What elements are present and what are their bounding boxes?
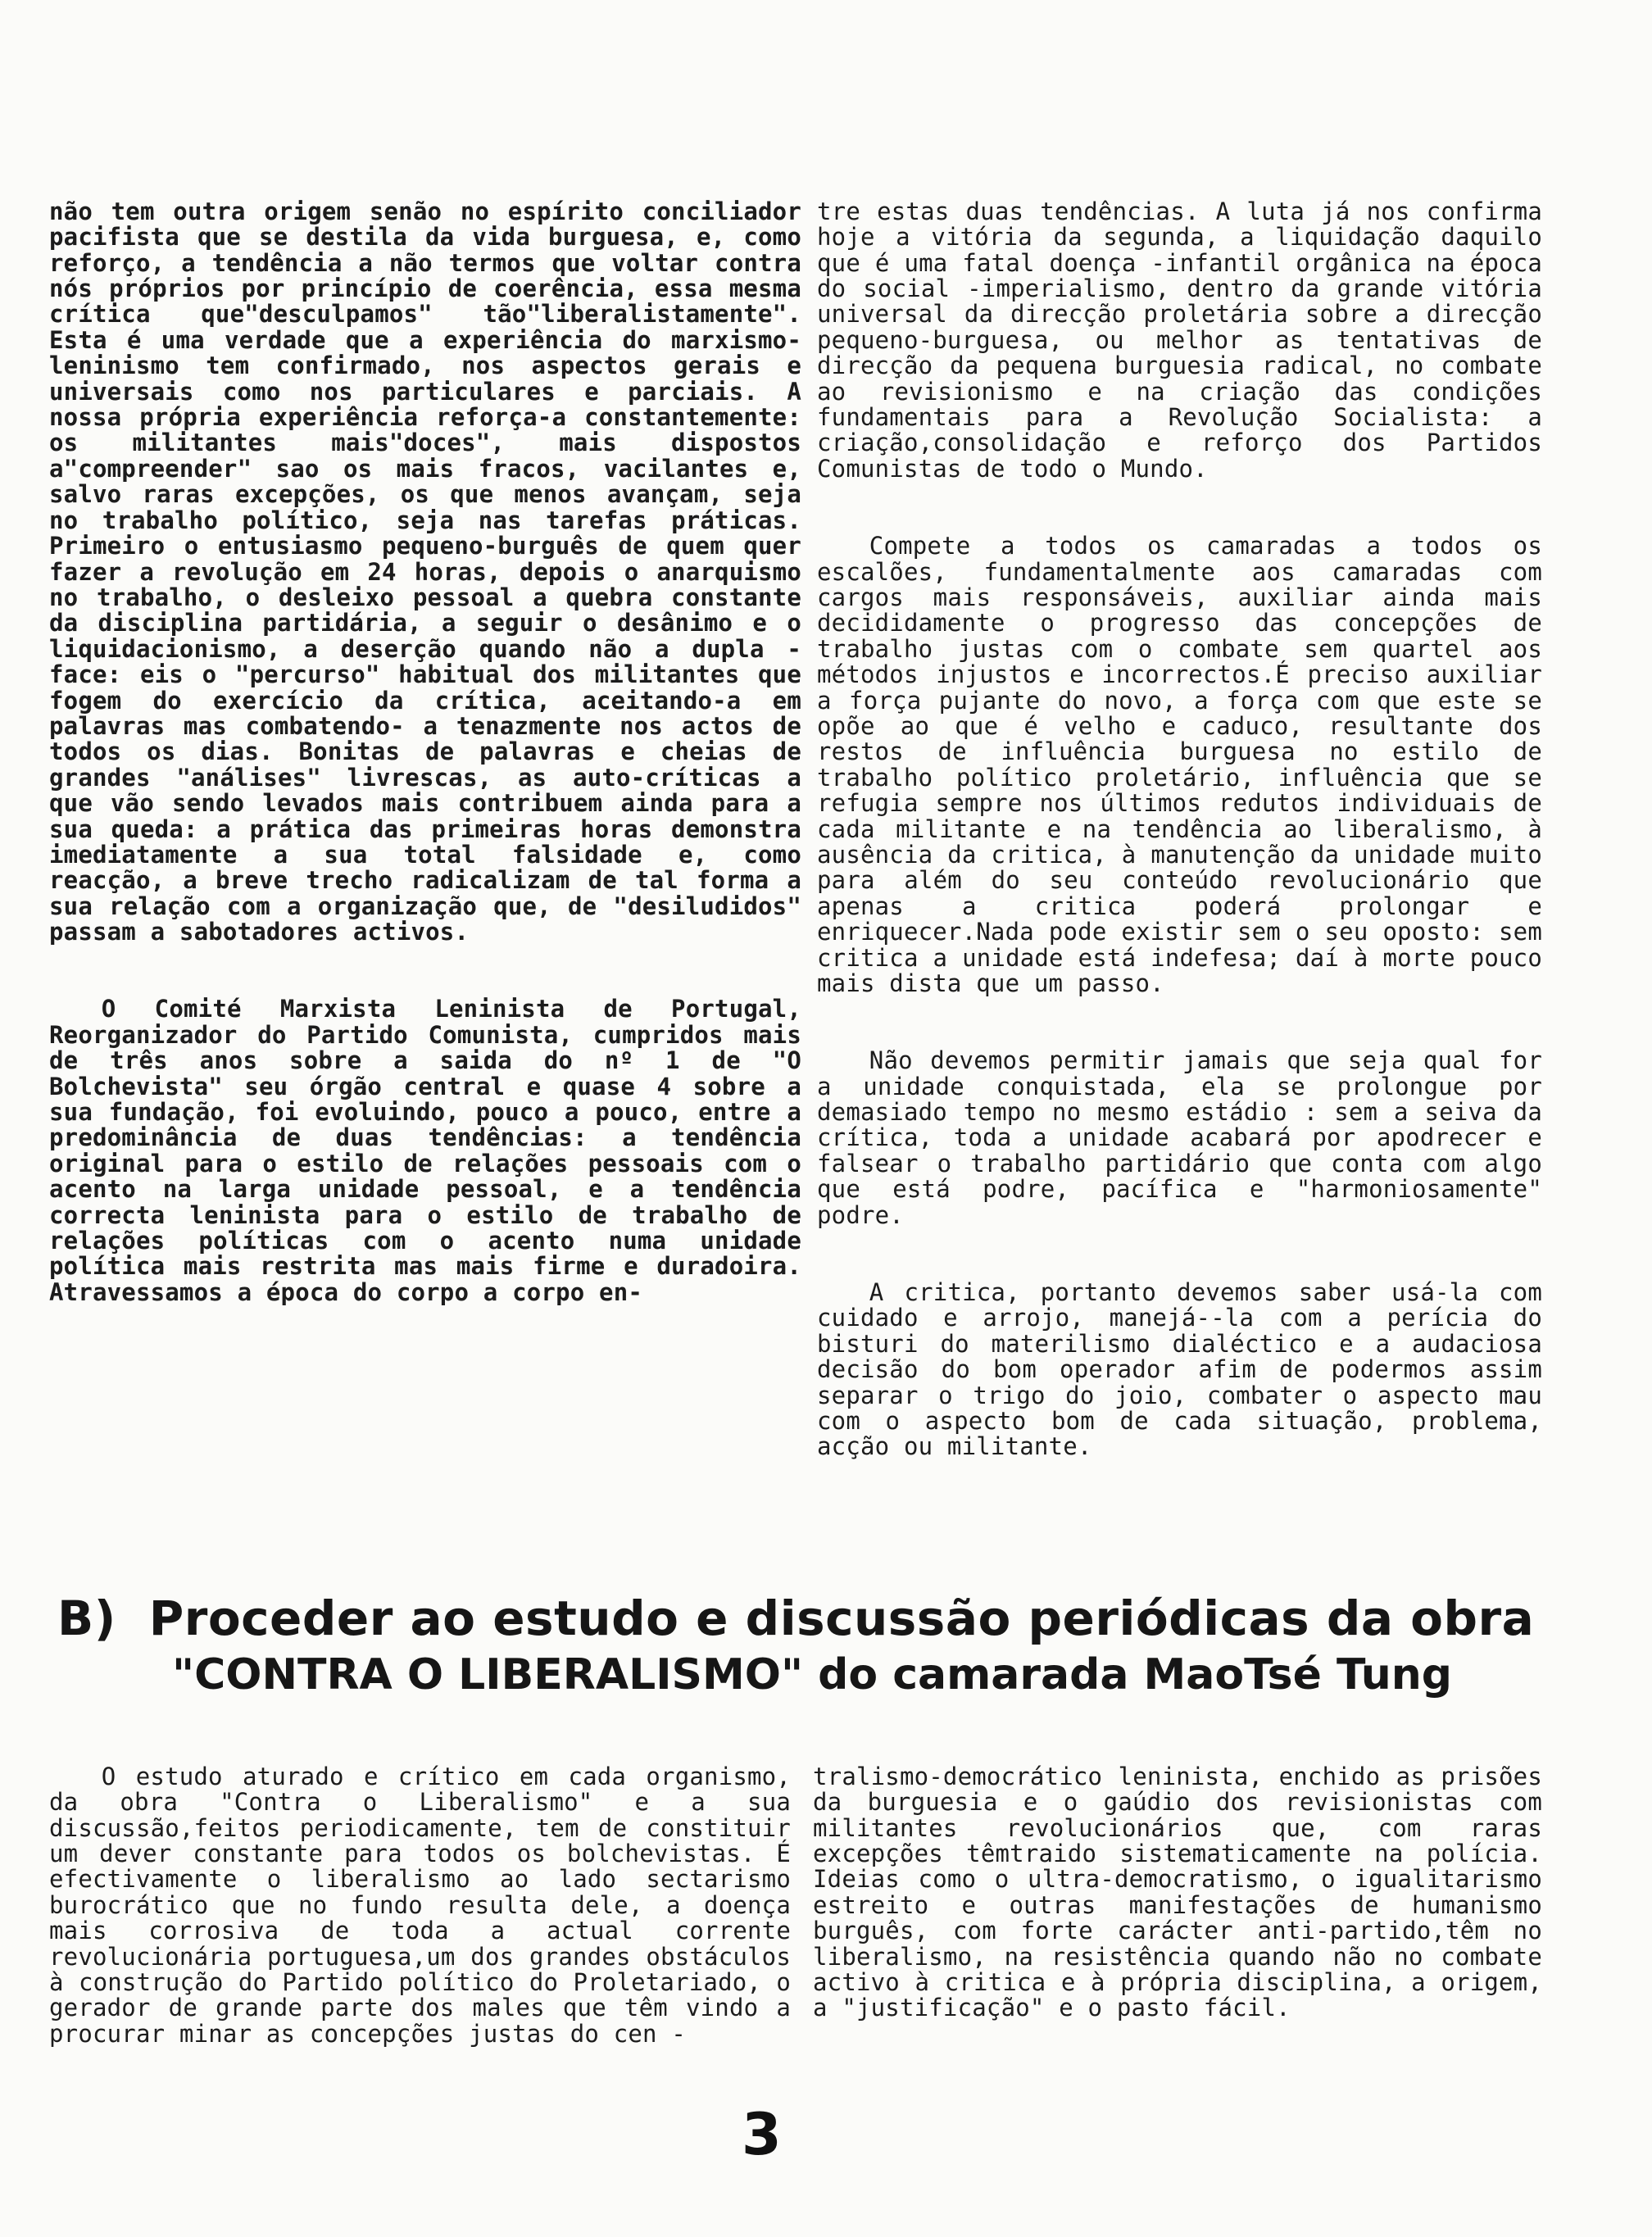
section-heading bbox=[57, 1590, 1557, 1703]
top-right-column bbox=[817, 147, 1557, 1486]
heading-line-1 bbox=[57, 1590, 1557, 1647]
paragraph: A critica, portanto devemos saber usá-la com cuidado e arrojo, manejá--la com a perícia do bisturi do materilismo dialéctico e a audaciosa decisão do bom operador afim de podermos assim separar o trigo do joio, combater o aspecto mau com o aspecto bom de cada situação, problema, acção ou militante. bbox=[817, 1277, 1557, 1461]
bottom-right-column bbox=[813, 1713, 1557, 2047]
heading-title: Proceder ao estudo e discussão periódicas da obra bbox=[148, 1590, 1535, 1646]
paragraph: tre estas duas tendências. A luta já nos confirma hoje a vitória da segunda, a liquidação daquilo que é uma fatal doença -infantil orgânica na época do social -imperialismo, dentro da grande vitória universal da direcção proletária sobre a direcção pequeno-burguesa, ou melhor as tentativas de direcção da pequena burguesia radical, no combate ao revisionismo e na criação das condições fundamentais para a Revolução Socialista: a criação,consolidação e reforço dos Partidos Comunistas de todo o Mundo. bbox=[817, 197, 1557, 483]
section-letter: B) bbox=[57, 1590, 116, 1646]
paragraph: Não devemos permitir jamais que seja qual for a unidade conquistada, ela se prolongue por demasiado tempo no mesmo estádio : sem a seiva da crítica, toda a unidade acabará por apodrecer e falsear o trabalho partidário que conta com algo que está podre, pacífica e "harmoniosamente" podre. bbox=[817, 1046, 1557, 1229]
paragraph: Compete a todos os camaradas a todos os escalões, fundamentalmente aos camaradas com cargos mais responsáveis, auxiliar ainda mais decididamente o progresso das concepções de trabalho justas com o combate sem quartel aos métodos injustos e incorrectos.É preciso auxiliar a força pujante do novo, a força com que este se opõe ao que é velho e caduco, resultante dos restos de influência burguesa no estilo de trabalho político proletário, influência que se refugia sempre nos últimos redutos individuais de cada militante e na tendência ao liberalismo, à ausência da critica, à manutenção da unidade muito para além do seu conteúdo revolucionário que apenas a critica poderá prolongar e enriquecer.Nada pode existir sem o seu oposto: sem critica a unidade está indefesa; daí à morte pouco mais dista que um passo. bbox=[817, 532, 1557, 997]
paragraph: não tem outra origem senão no espírito conciliador pacifista que se destila da vida burguesa, e, como reforço, a tendência a não termos que voltar contra nós próprios por princípio de coerência, essa mesma crítica que"desculpamos" tão"liberalistamente". Esta é uma verdade que a experiência do marxismo-leninismo tem confirmado, nos aspectos gerais e universais como nos particulares e parciais. A nossa própria experiência reforça-a constantemente: os militantes mais"doces", mais dispostos a"compreender" sao os mais fracos, vacilantes e, salvo raras excepções, os que menos avançam, seja no trabalho político, seja nas tarefas práticas. Primeiro o entusiasmo pequeno-burguês de quem quer fazer a revolução em 24 horas, depois o anarquismo no trabalho, o desleixo pessoal a quebra constante da disciplina partidária, a seguir o desânimo e o liquidacionismo, a deserção quando não a dupla - face: eis o "percurso" habitual dos militantes que fogem do exercício da crítica, aceitando-a em palavras mas combatendo- a tenazmente nos actos de todos os dias. Bonitas de palavras e cheias de grandes "análises" livrescas, as auto-críticas a que vão sendo levados mais contribuem ainda para a sua queda: a prática das primeiras horas demonstra imediatamente a sua total falsidade e, como reacção, a breve trecho radicalizam de tal forma a sua relação com a organização que, de "desiludidos" passam a sabotadores activos. bbox=[49, 197, 816, 946]
bottom-left-column bbox=[49, 1713, 806, 2073]
paragraph: O Comité Marxista Leninista de Portugal, Reorganizador do Partido Comunista, cumpridos mais de três anos sobre a saida do nº 1 de "O Bolchevista" seu órgão central e quase 4 sobre a sua fundação, foi evoluindo, pouco a pouco, entre a predominância de duas tendências: a tendência original para o estilo de relações pessoais com o acento na larga unidade pessoal, e a tendência correcta leninista para o estilo de trabalho de relações políticas com o acento numa unidade política mais restrita mas mais firme e duradoira. Atravessamos a época do corpo a corpo en- bbox=[49, 995, 816, 1306]
page-number: 3 bbox=[742, 2101, 782, 2168]
paragraph: O estudo aturado e crítico em cada organismo, da obra "Contra o Liberalismo" e a sua discussão,feitos periodicamente, tem de constituir um dever constante para todos os bolchevistas. É efectivamente o liberalismo ao lado sectarismo burocrático que no fundo resulta dele, a doença mais corrosiva de toda a actual corrente revolucionária portuguesa,um dos grandes obstáculos à construção do Partido político do Proletariado, o gerador de grande parte dos males que têm vindo a procurar minar as concepções justas do cen - bbox=[49, 1762, 806, 2048]
heading-line-2: "CONTRA O LIBERALISMO" do camarada MaoTsé Tung bbox=[172, 1650, 1453, 1699]
top-left-column bbox=[49, 147, 816, 1332]
paragraph: tralismo-democrático leninista, enchido as prisões da burguesia e o gaúdio dos revisionistas com militantes revolucionários que, com raras excepções têmtraido sistematicamente na polícia. Ideias como o ultra-democratismo, o igualitarismo estreito e outras manifestações de humanismo burguês, com forte carácter anti-partido,têm no liberalismo, na resistência quando não no combate activo à critica e à própria disciplina, a origem, a "justificação" e o pasto fácil. bbox=[813, 1762, 1557, 2022]
